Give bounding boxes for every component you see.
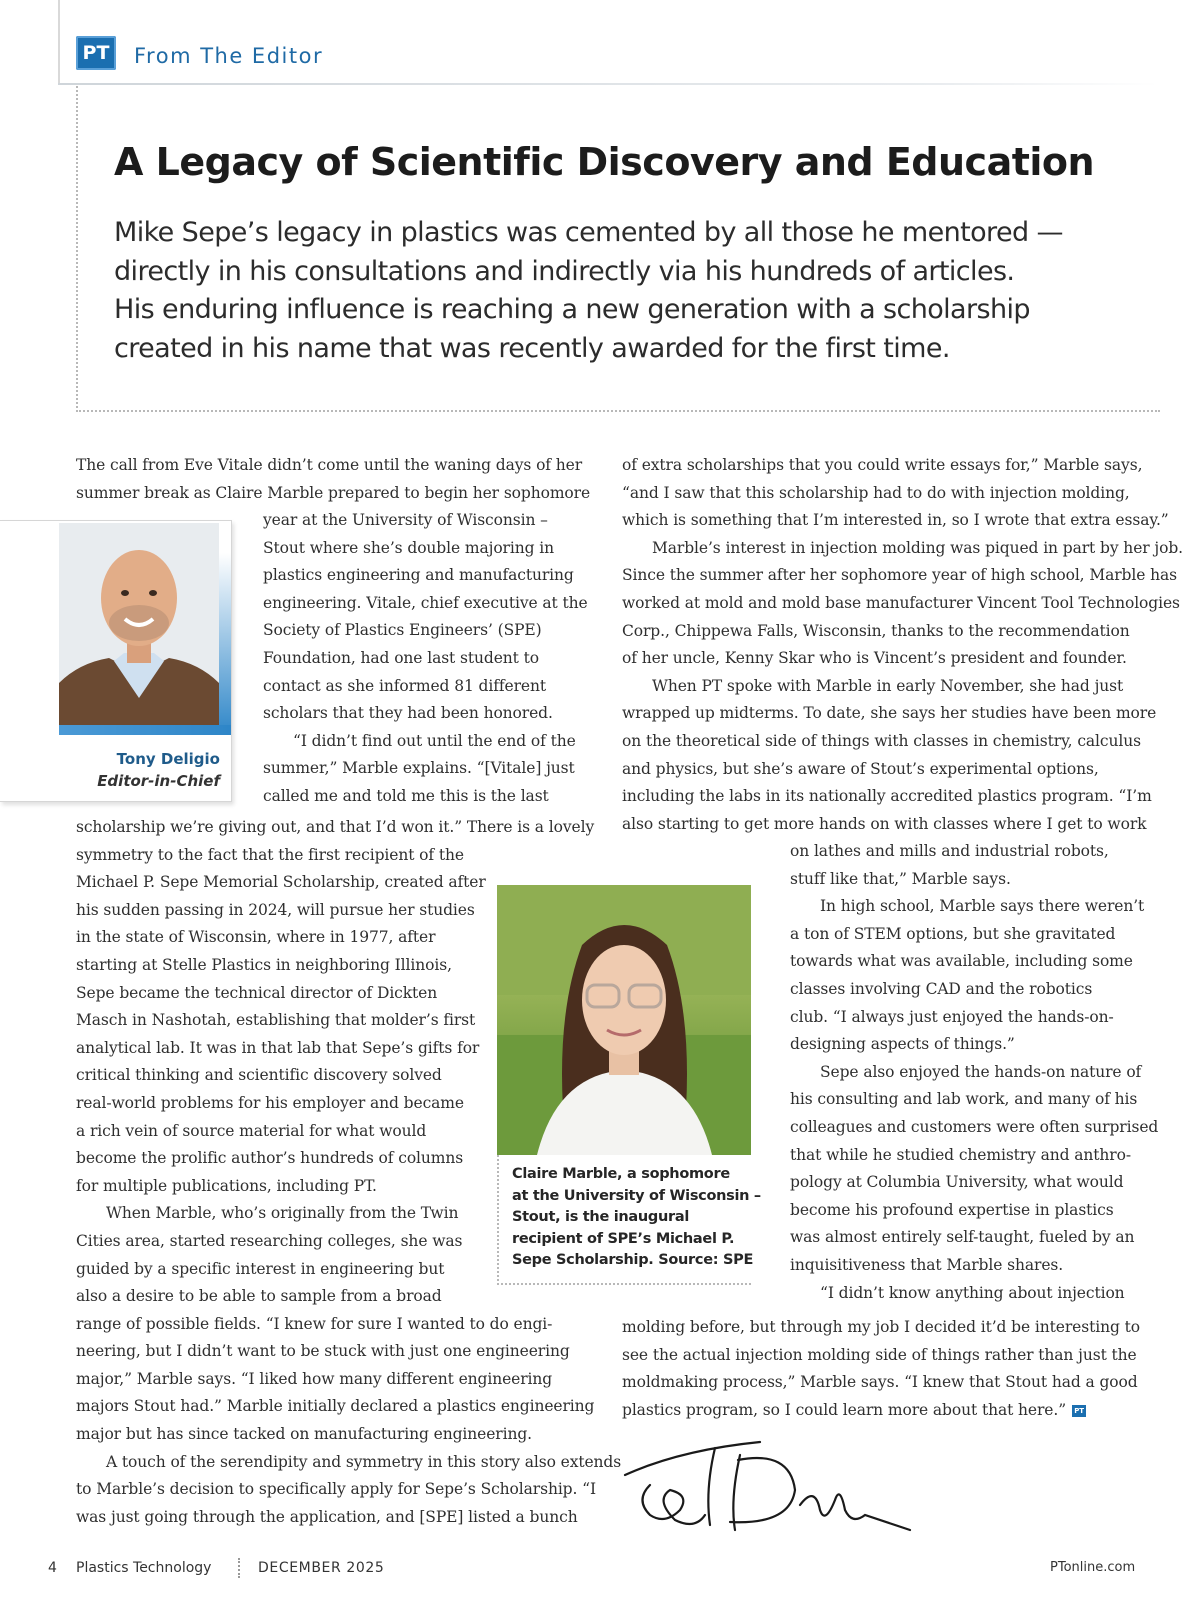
text-line: on the theoretical side of things with classes in chemistry, calculus <box>622 731 1141 750</box>
section-label: From The Editor <box>134 44 324 68</box>
caption-line: at the University of Wisconsin – <box>512 1187 761 1204</box>
text-line: a rich vein of source material for what would <box>76 1121 427 1140</box>
text-line: guided by a specific interest in engineering but <box>76 1259 445 1278</box>
text-line: summer,” Marble explains. “[Vitale] just <box>263 759 575 778</box>
text-line: “and I saw that this scholarship had to do with injection molding, <box>622 483 1130 502</box>
page-number: 4 <box>48 1560 57 1576</box>
right-column-wrap <box>790 838 1158 1307</box>
publication-name: Plastics Technology <box>76 1560 212 1576</box>
text-line: designing aspects of things.” <box>790 1035 1015 1054</box>
text-line: stuff like that,” Marble says. <box>790 869 1011 888</box>
text-line: his consulting and lab work, and many of his <box>790 1090 1138 1109</box>
caption-line: recipient of SPE’s Michael P. <box>512 1230 735 1247</box>
text-line: wrapped up midterms. To date, she says her studies have been more <box>622 704 1157 723</box>
text-line-last <box>622 1397 1140 1425</box>
deck-line: Mike Sepe’s legacy in plastics was cemented by all those he mentored — <box>114 217 1063 248</box>
pt-logo: PT <box>76 36 116 70</box>
text-line: The call from Eve Vitale didn’t come until the waning days of her <box>76 456 583 474</box>
issue-date: DECEMBER 2025 <box>258 1560 385 1576</box>
text-line: club. “I always just enjoyed the hands-on- <box>790 1007 1114 1026</box>
left-column-top <box>76 452 590 507</box>
text-line: to Marble’s decision to specifically apply for Sepe’s Scholarship. “I <box>76 1480 597 1499</box>
editor-name: Tony Deligio <box>116 750 220 768</box>
text-line: for multiple publications, including PT. <box>76 1176 377 1195</box>
text-line: Corp., Chippewa Falls, Wisconsin, thanks to the recommendation <box>622 621 1130 640</box>
right-column-bottom <box>622 1314 1140 1424</box>
text-line: towards what was available, including some <box>790 952 1133 971</box>
text-line: Society of Plastics Engineers’ (SPE) <box>263 621 542 640</box>
caption-line: Claire Marble, a sophomore <box>512 1166 730 1182</box>
site-url[interactable]: PTonline.com <box>1050 1560 1136 1575</box>
header-rule <box>58 83 1158 85</box>
text-line: Sepe also enjoyed the hands-on nature of <box>820 1062 1142 1081</box>
text-line: that while he studied chemistry and anthro- <box>790 1145 1131 1164</box>
text-line: Stout where she’s double majoring in <box>263 538 554 557</box>
text-line: In high school, Marble says there weren’t <box>820 897 1145 916</box>
text-line: Michael P. Sepe Memorial Scholarship, created after <box>76 873 486 892</box>
article-deck <box>114 214 1114 368</box>
text-line: on lathes and mills and industrial robots, <box>790 842 1109 860</box>
text-line: “I didn’t know anything about injection <box>820 1283 1125 1302</box>
text-line: inquisitiveness that Marble shares. <box>790 1255 1064 1274</box>
text-line: called me and told me this is the last <box>263 786 549 805</box>
text-line: scholars that they had been honored. <box>263 704 553 723</box>
text-line: pology at Columbia University, what would <box>790 1173 1124 1192</box>
text-line: neering, but I didn’t want to be stuck with just one engineering <box>76 1342 570 1361</box>
text-line: Cities area, started researching colleges, she was <box>76 1231 463 1250</box>
text-line: worked at mold and mold base manufacturer Vincent Tool Technologies <box>622 593 1180 612</box>
text-line: which is something that I’m interested in, so I wrote that extra essay.” <box>622 511 1169 530</box>
text-line: starting at Stelle Plastics in neighboring Illinois, <box>76 955 452 974</box>
text-line: colleagues and customers were often surprised <box>790 1117 1159 1136</box>
editor-title: Editor-in-Chief <box>97 772 220 790</box>
text-line: symmetry to the fact that the first recipient of the <box>76 845 464 864</box>
editor-signature <box>620 1430 920 1550</box>
text-line: Since the summer after her sophomore year of high school, Marble has <box>622 566 1178 585</box>
text-line: also starting to get more hands on with classes where I get to work <box>622 814 1147 833</box>
text-line: When Marble, who’s originally from the Twin <box>106 1204 459 1223</box>
text-line: Sepe became the technical director of Dickten <box>76 983 438 1002</box>
text-line: “I didn’t find out until the end of the <box>293 731 576 750</box>
editor-photo-accent-bottom <box>59 725 231 735</box>
text-line: major but has since tacked on manufacturing engineering. <box>76 1425 532 1444</box>
text-line: scholarship we’re giving out, and that I’d won it.” There is a lovely <box>76 818 595 836</box>
deck-line: His enduring influence is reaching a new generation with a scholarship <box>114 294 1030 325</box>
text-line: including the labs in its nationally accredited plastics program. “I’m <box>622 787 1152 806</box>
text-line: also a desire to be able to sample from a broad <box>76 1287 442 1306</box>
end-mark-icon: PT <box>1072 1405 1086 1417</box>
text-line: of extra scholarships that you could write essays for,” Marble says, <box>622 456 1143 474</box>
text-line: engineering. Vitale, chief executive at the <box>263 593 588 612</box>
editor-photo-accent <box>219 553 231 735</box>
editor-photo <box>59 523 219 725</box>
deck-line: created in his name that was recently awarded for the first time. <box>114 332 950 364</box>
text-line: a ton of STEM options, but she gravitated <box>790 924 1116 943</box>
text-line: Marble’s interest in injection molding was piqued in part by her job. <box>652 538 1183 557</box>
text-line: Masch in Nashotah, establishing that molder’s first <box>76 1011 476 1030</box>
left-column-wrap <box>263 507 588 811</box>
text-line: plastics engineering and manufacturing <box>263 566 574 585</box>
deck-line: directly in his consultations and indirectly via his hundreds of articles. <box>114 255 1015 287</box>
student-photo <box>497 885 751 1155</box>
text-line: become his profound expertise in plastics <box>790 1200 1114 1219</box>
editor-portrait-icon <box>59 523 219 725</box>
text-line: contact as she informed 81 different <box>263 676 546 695</box>
text-line: classes involving CAD and the robotics <box>790 979 1093 998</box>
text-line: summer break as Claire Marble prepared to begin her sophomore <box>76 483 591 502</box>
text-line: plastics program, so I could learn more about that here.” <box>622 1400 1067 1419</box>
header-vertical-rule <box>58 0 60 84</box>
text-line: in the state of Wisconsin, where in 1977, after <box>76 928 436 947</box>
text-line: of her uncle, Kenny Skar who is Vincent’s president and founder. <box>622 649 1127 668</box>
text-line: become the prolific author’s hundreds of columns <box>76 1149 464 1168</box>
right-column-top <box>622 452 1183 838</box>
text-line: see the actual injection molding side of things rather than just the <box>622 1345 1137 1364</box>
text-line: analytical lab. It was in that lab that Sepe’s gifts for <box>76 1038 480 1057</box>
text-line: was just going through the application, and [SPE] listed a bunch <box>76 1507 578 1526</box>
text-line: When PT spoke with Marble in early November, she had just <box>652 676 1124 695</box>
text-line: major,” Marble says. “I liked how many different engineering <box>76 1369 553 1388</box>
text-line: molding before, but through my job I decided it’d be interesting to <box>622 1318 1140 1336</box>
text-line: A touch of the serendipity and symmetry in this story also extends <box>106 1452 622 1471</box>
text-line: was almost entirely self-taught, fueled by an <box>790 1228 1135 1247</box>
article-title: A Legacy of Scientific Discovery and Education <box>114 140 1095 184</box>
student-portrait-icon <box>497 885 751 1155</box>
text-line: real-world problems for his employer and became <box>76 1093 464 1112</box>
caption-line: Stout, is the inaugural <box>512 1209 690 1225</box>
text-line: his sudden passing in 2024, will pursue her studies <box>76 900 475 919</box>
text-line: moldmaking process,” Marble says. “I knew that Stout had a good <box>622 1373 1138 1392</box>
text-line: year at the University of Wisconsin – <box>263 511 548 529</box>
caption-line: Sepe Scholarship. Source: SPE <box>512 1252 754 1268</box>
text-line: majors Stout had.” Marble initially declared a plastics engineering <box>76 1397 595 1416</box>
text-line: Foundation, had one last student to <box>263 648 539 667</box>
text-line: critical thinking and scientific discovery solved <box>76 1066 442 1085</box>
student-photo-caption <box>512 1164 761 1272</box>
text-line: range of possible fields. “I knew for sure I wanted to do engi- <box>76 1314 553 1333</box>
footer-separator <box>238 1558 240 1578</box>
text-line: and physics, but she’s aware of Stout’s experimental options, <box>622 759 1099 778</box>
